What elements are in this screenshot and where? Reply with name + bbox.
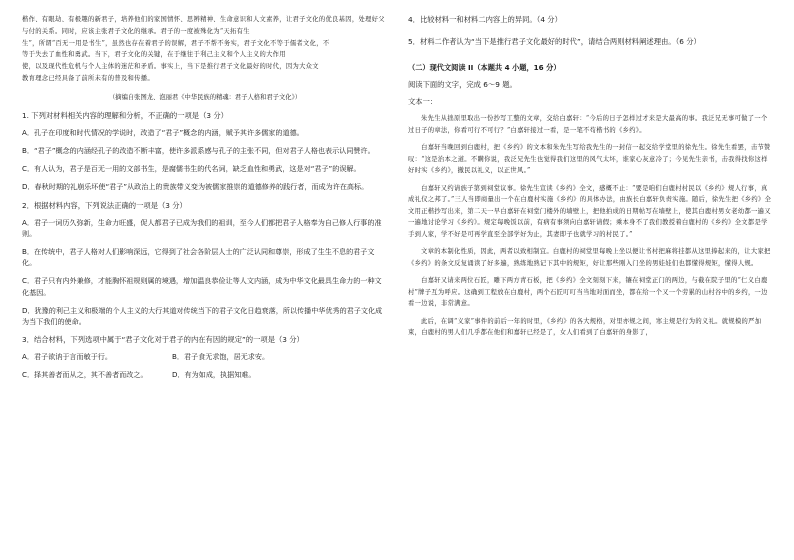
story-paragraph: 朱先生从拙原里取出一份抄写工整的文章，交给白嘉轩：“今后的日子怎样过才来是大最高的事。我泛兄无事可做了一个过日子的章法，你看可行不可行？”白嘉轩接过一看，是一笔不苟楷书的《乡约》。 <box>408 115 768 134</box>
passage-line: 楷作、有眼劫、有极趣的新君子，培养他们的家国情怀、思辨精神、生命意识和人文素养，让君子文化的优良基因，处理好父与付的关系。同时，应该主张君子文化的继承。君子的一度被殊化为“天拓有生 <box>22 16 385 35</box>
passage-source: （摘编自张图龙、泡丽君《中华民族的精魂：君子人格和君子文化》） <box>108 93 302 101</box>
right-column <box>408 14 774 345</box>
story-paragraph: 此后，在调“义家”事件的前后一年的时里，《乡约》的各大规格，对里亦规之间，寒主规是行为的义礼。就规模的严加束，白鹿村的男人们几乎都在他们和嘉轩已经是了，女人们看到了白嘉轩的身影了， <box>408 317 762 336</box>
section-title: （二）现代文阅读 II（本题共 4 小题，16 分） <box>408 63 561 72</box>
option-a: A．孔子在印度和时代情况的学说时，改造了“君子”概念的内涵，赋予其许多儒家的道德。 <box>22 127 304 137</box>
option-a: A．君子欲讷于言而敏于行。 <box>22 352 112 362</box>
reading-passage <box>22 14 388 85</box>
question-stem: 3．结合材料，下列选项中属于“君子文化对于君子的内在有因的规定”的一项是（3 分） <box>22 335 304 345</box>
story-paragraph: 白嘉轩当晚回到白鹿村，把《乡约》的文本和朱先生写给我先生的一封信一起交给学堂里的徐先生。徐先生看罢，击节赞叹：“这是治本之道。不瞒你说，我泛兄先生也觉得我们这里的风气太坏，谁家心灰意冷了；今见先生亲书，击我得找你这样好时实《乡约》，撤民以礼义，以正世风。” <box>408 144 771 174</box>
option-d: D．有为如成，执据知难。 <box>172 370 256 380</box>
options-row <box>22 369 388 380</box>
text-label: 文本一： <box>408 97 438 106</box>
option-d: D．春秋时期的礼崩乐坏使“君子”从政治上的贵族带义变为被儒家推崇的道德修养的践行者，而成为许在高标。 <box>22 182 369 192</box>
option-b: B．君子食无求饱，居无求安。 <box>172 352 270 362</box>
story-paragraph: 白嘉轩又约请族子第到祠堂议事。徐先生宣读《乡约》全文，感概不止：“要是咱们白鹿村村民以《乡约》规人行事，真成礼仪之邦了。”三人当即商量出一个在白鹿村实施《乡约》的具体办法，由族长白嘉轩负责实施。随后，徐先生把《乡约》全文用正楷抄写出来，第二天一早白嘉轩在祠堂门楼外的墙壁上，把他拍成的日期帖写在墙壁上，使其白鹿村男女老幼都一遍又一遍地讨论学习《乡约》。规定每晚饭以前，有病有事须向白嘉轩请假；乘本身不了我们教授着白鹿村的《乡约》全文都是学手到人家，学不好是可再学直至全部学好为止，其妻即子也就学习的村民了。” <box>408 184 772 238</box>
passage-line: 使，以及现代性危机与个人主体的迷茫和矛盾。事实上，当下是推行君子文化最好的时代，因为大众文 <box>22 63 319 71</box>
question-5: 5．材料二作者认为“当下是推行君子文化最好的时代”，请结合两则材料阐述理由。（6 分） <box>408 36 701 46</box>
passage-line: 等于失去了血性和勇武。当下，君子文化的关键，在于继往于利己主义和个人主义的大作用 <box>22 51 286 59</box>
option-c: C．君子只有内外兼修，才能胸怀祖规则属的境遇，增加温良恭俭让等人文内涵，成为中华文化最具生命力的一种文化基因。 <box>22 276 382 297</box>
instruction: 阅读下面的文字，完成 6～9 题。 <box>408 80 517 89</box>
passage-line: 教育理念已经具备了前所未有的普及和传播。 <box>22 74 154 82</box>
option-c: C．择其善者而从之，其不善者而改之。 <box>22 370 148 380</box>
story-text <box>408 113 774 339</box>
question-3 <box>22 334 388 380</box>
left-column <box>22 14 388 388</box>
story-paragraph: 白嘉轩又请来两位石匠，雕下两方青石板，把《乡约》全文刻刻下来，镶在祠堂正门的两边，与截在院子里的“仁义白鹿村”牌子互为呼应。这确到工程放在白鹿村，两个石匠叮叮当当地对面而坐，都在给一个又一个劳累的山村谷中的乡约，一边看一边说，非常满意。 <box>408 277 768 307</box>
story-paragraph: 文章的本制化性质，因此，两者以致相制宜。白鹿村的祠堂里每晚上坐以便让书村把麻将挂都从这里捧起来的，让大家把《乡约》的条文反复诵读了好多遍，熟练地熟记下其中的规矩，好让那些刚入门坐的男娃娃们也都懂得规矩，懂得人规。 <box>408 248 771 267</box>
question-stem: 1. 下列对材料相关内容的理解和分析，不正确的一项是（3 分） <box>22 110 228 120</box>
option-b: B．在传统中，君子人格对人们影响深远，它得到了社会各阶层人士的广泛认同和尊崇，形成了生生不息的君子文化。 <box>22 247 375 268</box>
question-4: 4．比较材料一和材料二内容上的异同。（4 分） <box>408 15 562 24</box>
question-stem: 2．根据材料内容，下列说法正确的一项是（3 分） <box>22 200 187 210</box>
option-a: A．君子一词历久弥新，生命力旺盛，促人都君子已成为我们的祖训，至今人们都把君子人格奉为自己修人行事的准则。 <box>22 217 382 238</box>
question-1 <box>22 110 388 193</box>
options-row <box>22 351 388 362</box>
option-b: B．“君子”概念的内涵经孔子的改造不断丰富，使许多派系感与孔子的主张不同，但对君子人格也表示认同赞许。 <box>22 145 375 155</box>
passage-line: 生”，所谓“百无一用是书生”，虽然也存在着君子的误解，君子不帮不务实，君子文化不等于儒者文化，不 <box>22 39 330 47</box>
option-d: D．犹豫的利己主义和极端的个人主义的大行其道对传统当下的君子文化日趋衰落，所以传播中华优秀的君子文化成为当下我们的使命。 <box>22 305 383 327</box>
question-2 <box>22 200 388 328</box>
option-c: C．有人认为，君子是百无一用的文部书生，是腐儒书生的代名词，缺乏血性和勇武，这是对“君子”的误解。 <box>22 164 361 174</box>
